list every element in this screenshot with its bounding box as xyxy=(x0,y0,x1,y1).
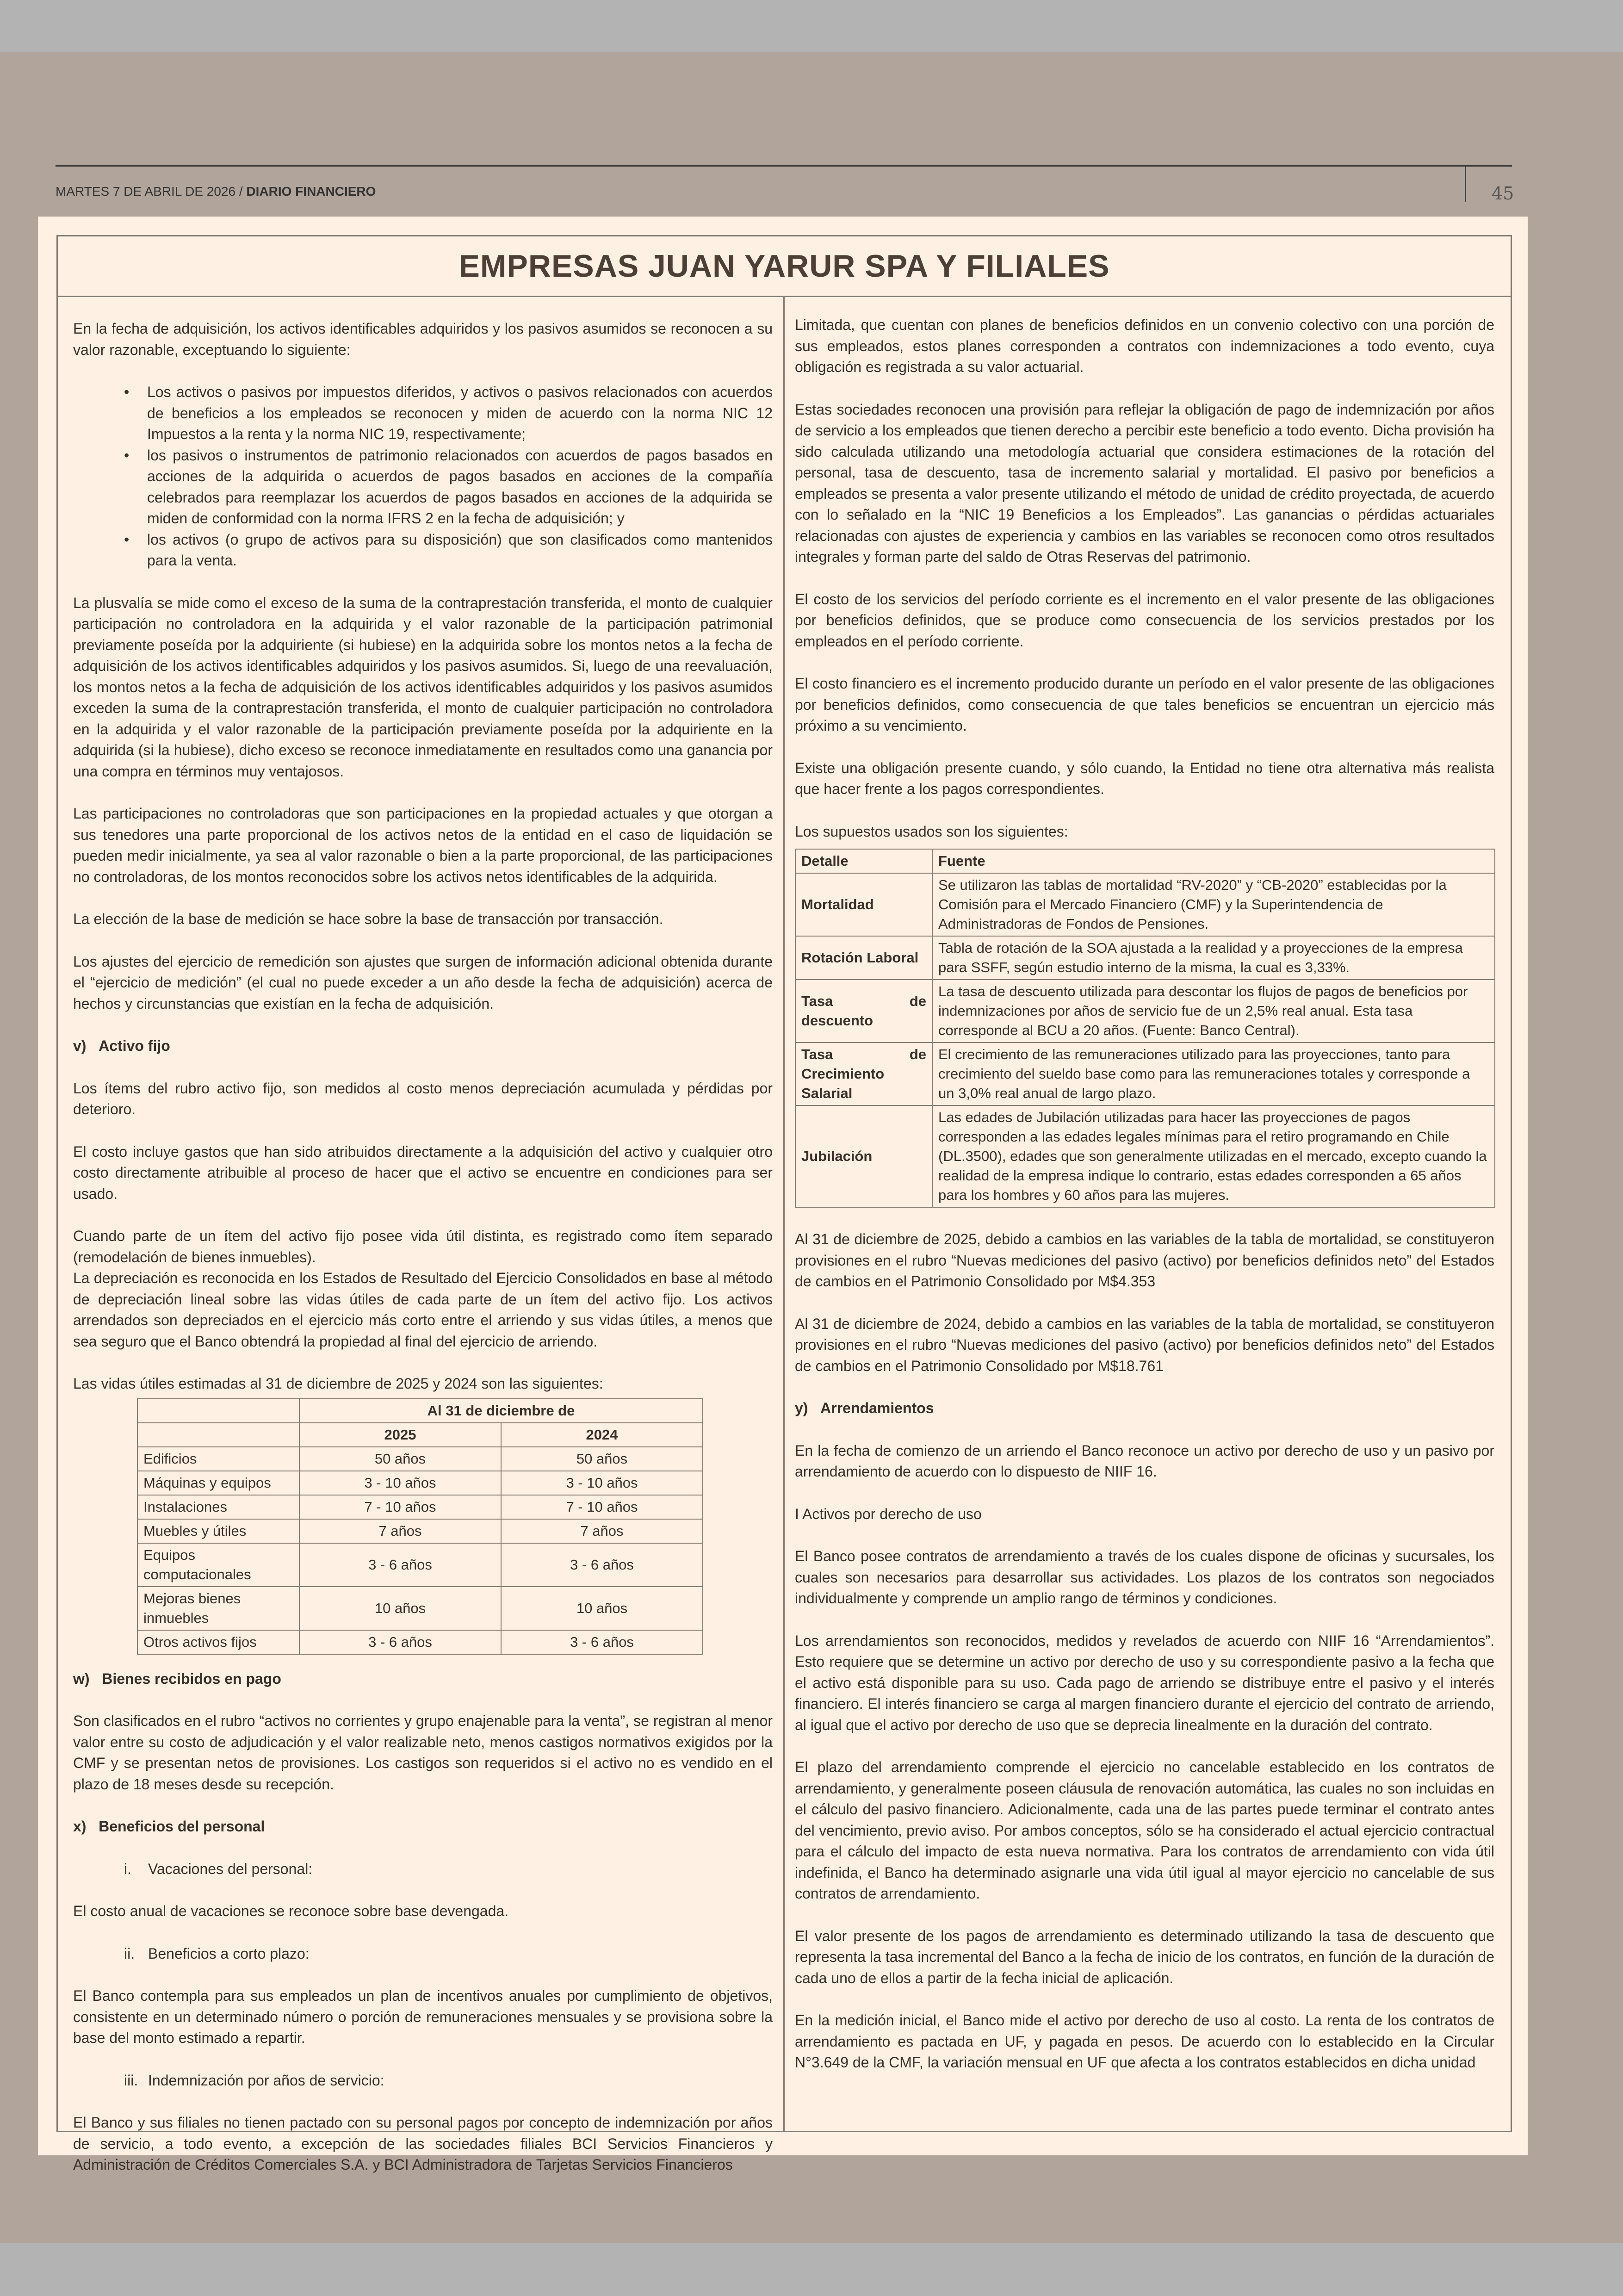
paragraph: Los arrendamientos son reconocidos, medidos y revelados de acuerdo con NIIF 16 “Arrendamientos”. Esto requiere que se determine un activo por derecho de uso y su correspondiente pasivo a la fecha que el activo está disponible para su uso. Cada pago de arriendo se distribuye entre el pasivo y el interés financiero. El interés financiero se carga al margen financiero durante el ejercicio del contrato de arriendo, al igual que el activo por derecho de uso que se deprecia linealmente en la duración del contrato. xyxy=(795,1632,1494,1733)
table-cell: 10 años xyxy=(501,1587,703,1630)
table-cell: Jubilación xyxy=(795,1105,932,1207)
table-year-header: 2025 xyxy=(299,1423,501,1447)
left-column xyxy=(73,318,773,2197)
paragraph: I Activos por derecho de uso xyxy=(795,1505,982,1522)
table-row xyxy=(795,936,1495,980)
table-row xyxy=(137,1543,703,1587)
header-newspaper: DIARIO FINANCIERO xyxy=(246,184,376,199)
subheading-label: Beneficios a corto plazo: xyxy=(148,1945,310,1962)
table-row xyxy=(795,1043,1495,1105)
table-cell: 7 - 10 años xyxy=(299,1495,501,1519)
exceptions-list xyxy=(73,382,773,571)
table-cell: Mortalidad xyxy=(795,873,932,936)
paragraph: En la fecha de adquisición, los activos identificables adquiridos y los pasivos asumidos se reconocen a su valor razonable, exceptuando lo siguiente: xyxy=(73,320,773,358)
table-cell: Mejoras bienes inmuebles xyxy=(137,1587,299,1630)
header-date: MARTES 7 DE ABRIL DE 2026 / xyxy=(56,184,243,199)
table-cell: Tasa de descuento xyxy=(795,980,932,1043)
table-cell: Muebles y útiles xyxy=(137,1519,299,1543)
table-row xyxy=(795,873,1495,936)
paragraph: En la medición inicial, el Banco mide el activo por derecho de uso al costo. La renta de los contratos de arrendamiento es pactada en UF, y pagada en pesos. De acuerdo con lo establecido en la Circular N°3.649 de la CMF, la variación mensual en UF que afecta a los contratos establecidos en dicha unidad xyxy=(795,2012,1494,2071)
table-cell: Otros activos fijos xyxy=(137,1630,299,1654)
table-row xyxy=(795,1105,1495,1207)
table-year-header: 2024 xyxy=(501,1423,703,1447)
assumptions-table xyxy=(795,849,1495,1208)
paragraph: Limitada, que cuentan con planes de beneficios definidos en un convenio colectivo con una porción de sus empleados, estos planes corresponden a contratos con indemnizaciones a todo evento, cuya obligación es registrada a su valor actuarial. xyxy=(795,316,1494,375)
subheading-label: Indemnización por años de servicio: xyxy=(148,2072,384,2089)
paragraph: Los supuestos usados son los siguientes: xyxy=(795,823,1068,840)
page-number: 45 xyxy=(1492,183,1514,204)
subheading-label: Vacaciones del personal: xyxy=(148,1860,313,1877)
paragraph: Estas sociedades reconocen una provisión para reflejar la obligación de pago de indemnización por años de servicio a los empleados que tienen derecho a percibir este beneficio a todo evento. Dicha provisión ha sido calculada utilizando una metodología actuarial que considera estimaciones de la rotación del personal, tasa de descuento, tasa de incremento salarial y mortalidad. El pasivo por beneficios a empleados se presenta a valor presente utilizando el método de unidad de crédito proyectada, de acuerdo con lo señalado en la “NIC 19 Beneficios a los Empleados”. Las ganancias o pérdidas actuariales relacionadas con ajustes de experiencia y cambios en las variables se reconocen como otros resultados integrales y forman parte del saldo de Otras Reservas del patrimonio. xyxy=(795,401,1494,565)
table-cell: 3 - 6 años xyxy=(299,1543,501,1587)
header-rule xyxy=(56,165,1512,167)
paragraph: La plusvalía se mide como el exceso de la suma de la contraprestación transferida, el monto de cualquier participación no controladora en la adquirida y el valor razonable de la participación patrimonial previamente poseída por la adquiriente (si hubiese) en la adquirida sobre los montos netos a la fecha de adquisición de los activos identificables adquiridos y los pasivos asumidos. Si, luego de una reevaluación, los montos netos a la fecha de adquisición de los activos identificables adquiridos y los pasivos asumidos exceden la suma de la contraprestación transferida, el monto de cualquier participación no controladora en la adquirida y el valor razonable de la participación previamente poseída por la adquiriente en la adquirida (si la hubiese), dicho exceso se reconoce inmediatamente en resultados como una ganancia por una compra en términos muy ventajosos. xyxy=(73,594,773,780)
paragraph: Al 31 de diciembre de 2024, debido a cambios en las variables de la tabla de mortalidad, se constituyeron provisiones en el rubro “Nuevas mediciones del pasivo (activo) por beneficios definidos neto” del Estados de cambios en el Patrimonio Consolidado por M$18.761 xyxy=(795,1315,1494,1374)
paragraph: En la fecha de comienzo de un arriendo el Banco reconoce un activo por derecho de uso y un pasivo por arrendamiento de acuerdo con lo dispuesto de NIIF 16. xyxy=(795,1442,1494,1480)
column-divider xyxy=(783,297,785,2132)
table-cell: 10 años xyxy=(299,1587,501,1630)
paragraph: El Banco y sus filiales no tienen pactado con su personal pagos por concepto de indemnización por años de servicio, a todo evento, a excepción de las sociedades filiales BCI Servicios Financieros y Administración de Créditos Comerciales S.A. y BCI Administradora de Tarjetas Servicios Financieros xyxy=(73,2114,773,2173)
paragraph: El costo anual de vacaciones se reconoce sobre base devengada. xyxy=(73,1903,509,1919)
section-heading-x: x) Beneficios del personal xyxy=(73,1818,265,1835)
table-cell: 7 años xyxy=(501,1519,703,1543)
table-cell: 3 - 10 años xyxy=(501,1471,703,1495)
section-heading-w: w) Bienes recibidos en pago xyxy=(73,1670,281,1687)
paragraph: Al 31 de diciembre de 2025, debido a cambios en las variables de la tabla de mortalidad, se constituyeron provisiones en el rubro “Nuevas mediciones del pasivo (activo) por beneficios definidos neto” del Estados de cambios en el Patrimonio Consolidado por M$4.353 xyxy=(795,1231,1494,1290)
table-header-row xyxy=(137,1423,703,1447)
table-cell: Tabla de rotación de la SOA ajustada a la realidad y a proyecciones de la empresa para SSFF, según estudio interno de la misma, la cual es 3,33%. xyxy=(932,936,1495,980)
table-cell: Edificios xyxy=(137,1447,299,1471)
table-cell: 50 años xyxy=(299,1447,501,1471)
table-header-row xyxy=(137,1399,703,1423)
list-item: • los activos (o grupo de activos para su disposición) que son clasificados como mantenidos para la venta. xyxy=(147,529,773,571)
table-header-detail: Detalle xyxy=(795,849,932,873)
table-row xyxy=(137,1447,703,1471)
table-cell: 3 - 6 años xyxy=(501,1630,703,1654)
table-cell: Máquinas y equipos xyxy=(137,1471,299,1495)
paragraph: Los ítems del rubro activo fijo, son medidos al costo menos depreciación acumulada y pérdidas por deterioro. xyxy=(73,1080,773,1117)
paragraph: El costo financiero es el incremento producido durante un período en el valor presente de las obligaciones por beneficios definidos, como consecuencia de que tales beneficios se encuentran un ejercicio más próximo a su vencimiento. xyxy=(795,675,1494,734)
table-row xyxy=(137,1587,703,1630)
right-column xyxy=(795,315,1494,2095)
table-cell: Tasa de Crecimiento Salarial xyxy=(795,1043,932,1105)
table-row xyxy=(137,1630,703,1654)
subheading-number: iii. xyxy=(124,2072,138,2089)
paragraph: Las vidas útiles estimadas al 31 de diciembre de 2025 y 2024 son las siguientes: xyxy=(73,1375,603,1392)
table-row xyxy=(137,1519,703,1543)
paragraph: Existe una obligación presente cuando, y sólo cuando, la Entidad no tiene otra alternativa más realista que hacer frente a los pagos correspondientes. xyxy=(795,759,1494,797)
paragraph: El plazo del arrendamiento comprende el ejercicio no cancelable establecido en los contratos de arrendamiento, y generalmente poseen cláusula de renovación automática, las cuales no son incluidas en el cálculo del pasivo financiero. Adicionalmente, cada una de las partes puede terminar el contrato antes del vencimiento, previo aviso. Por ambos conceptos, sólo se ha considerado el actual ejercicio contractual para el cálculo del impacto de esta nueva normativa. Para los contratos de arrendamiento con vida útil indefinida, el Banco ha determinado asignarle una vida útil igual al mayor ejercicio no cancelable de sus contratos de arrendamiento. xyxy=(795,1759,1494,1902)
table-row xyxy=(137,1495,703,1519)
subheading-iii xyxy=(73,2070,773,2091)
notice-title: EMPRESAS JUAN YARUR SPA Y FILIALES xyxy=(56,235,1512,297)
section-heading-y: y) Arrendamientos xyxy=(795,1400,934,1416)
header-page-divider xyxy=(1465,165,1466,202)
paragraph: El costo incluye gastos que han sido atribuidos directamente a la adquisición del activo y cualquier otro costo directamente atribuible al proceso de hacer que el activo se encuentre en condiciones para ser usado. xyxy=(73,1143,773,1202)
table-header-source: Fuente xyxy=(932,849,1495,873)
paragraph: La depreciación es reconocida en los Estados de Resultado del Ejercicio Consolidados en base al método de depreciación lineal sobre las vidas útiles de cada parte de un ítem del activo fijo. Los activos arrendados son depreciados en el ejercicio más corto entre el arriendo y sus vidas útiles, a menos que sea seguro que el Banco obtendrá la propiedad al final del ejercicio de arriendo. xyxy=(73,1270,773,1350)
paragraph: El costo de los servicios del período corriente es el incremento en el valor presente de las obligaciones por beneficios definidos, que se produce como consecuencia de los servicios prestados por los empleados en el período corriente. xyxy=(795,590,1494,650)
table-corner-cell xyxy=(137,1399,299,1423)
list-item: • Los activos o pasivos por impuestos diferidos, y activos o pasivos relacionados con acuerdos de beneficios a los empleados se reconocen y miden de acuerdo con la norma NIC 12 Impuestos a la renta y la norma NIC 19, respectivamente; xyxy=(147,382,773,445)
table-cell: 50 años xyxy=(501,1447,703,1471)
paragraph: El valor presente de los pagos de arrendamiento es determinado utilizando la tasa de descuento que representa la tasa incremental del Banco a la fecha de inicio de los contratos, en función de la duración de cada uno de ellos a partir de la fecha inicial de aplicación. xyxy=(795,1927,1494,1986)
table-cell: La tasa de descuento utilizada para descontar los flujos de pagos de beneficios por indemnizaciones por años de servicio fue de un 2,5% real anual. Esta tasa corresponde al BCU a 20 años. (Fuente: Banco Central). xyxy=(932,980,1495,1043)
table-cell: El crecimiento de las remuneraciones utilizado para las proyecciones, tanto para crecimiento del sueldo base como para las remuneraciones totales y corresponde a un 3,0% real anual de largo plazo. xyxy=(932,1043,1495,1105)
header-dateline xyxy=(56,184,376,199)
table-cell: Instalaciones xyxy=(137,1495,299,1519)
subheading-ii xyxy=(73,1943,773,1965)
subheading-number: ii. xyxy=(124,1945,135,1962)
section-heading-v: v) Activo fijo xyxy=(73,1037,170,1054)
table-cell: Equipos computacionales xyxy=(137,1543,299,1587)
table-cell: 3 - 6 años xyxy=(299,1630,501,1654)
table-row xyxy=(795,980,1495,1043)
paragraph: La elección de la base de medición se hace sobre la base de transacción por transacción. xyxy=(73,911,663,927)
table-cell: Las edades de Jubilación utilizadas para hacer las proyecciones de pagos corresponden a las edades legales mínimas para el retiro programando en Chile (DL.3500), edades que son generalmente utilizadas en el mercado, excepto cuando la realidad de la empresa indique lo contrario, estas edades corresponden a 65 años para los hombres y 60 años para las mujeres. xyxy=(932,1105,1495,1207)
useful-lives-table xyxy=(137,1398,703,1655)
list-item: • los pasivos o instrumentos de patrimonio relacionados con acuerdos de pagos basados en acciones de la adquirida o acuerdos de pagos basados en acciones de la compañía celebrados para reemplazar los acuerdos de pagos basados en acciones de la adquirida se miden de conformidad con la norma IFRS 2 en la fecha de adquisición; y xyxy=(147,445,773,529)
paragraph: Son clasificados en el rubro “activos no corrientes y grupo enajenable para la venta”, se registran al menor valor entre su costo de adjudicación y el valor realizable neto, menos castigos normativos exigidos por la CMF y se presentan netos de provisiones. Los castigos son requeridos si el activo no es vendido en el plazo de 18 meses desde su recepción. xyxy=(73,1713,773,1793)
paragraph: El Banco posee contratos de arrendamiento a través de los cuales dispone de oficinas y sucursales, los cuales son necesarios para desarrollar sus actividades. Los plazos de los contratos son negociados individualmente y comprende un amplio rango de términos y condiciones. xyxy=(795,1548,1494,1607)
paragraph: Las participaciones no controladoras que son participaciones en la propiedad actuales y que otorgan a sus tenedores una parte proporcional de los activos netos de la entidad en el caso de liquidación se pueden medir inicialmente, ya sea al valor razonable o bien a la parte proporcional, de las participaciones no controladoras, de los montos reconocidos sobre los activos netos identificables de la adquirida. xyxy=(73,805,773,885)
table-cell: 7 - 10 años xyxy=(501,1495,703,1519)
paragraph: Cuando parte de un ítem del activo fijo posee vida útil distinta, es registrado como ítem separado (remodelación de bienes inmuebles). xyxy=(73,1228,773,1266)
subheading-i xyxy=(73,1859,773,1880)
paragraph: El Banco contempla para sus empleados un plan de incentivos anuales por cumplimiento de objetivos, consistente en un determinado número o porción de remuneraciones mensuales y se provisiona sobre la base del monto estimado a repartir. xyxy=(73,1987,773,2046)
table-group-header: Al 31 de diciembre de xyxy=(299,1399,703,1423)
table-cell: Se utilizaron las tablas de mortalidad “RV-2020” y “CB-2020” establecidas por la Comisión para el Mercado Financiero (CMF) y la Superintendencia de Administradoras de Fondos de Pensiones. xyxy=(932,873,1495,936)
table-row xyxy=(137,1471,703,1495)
table-cell: 7 años xyxy=(299,1519,501,1543)
table-header-row xyxy=(795,849,1495,873)
table-cell: 3 - 6 años xyxy=(501,1543,703,1587)
table-corner-cell xyxy=(137,1423,299,1447)
table-cell: 3 - 10 años xyxy=(299,1471,501,1495)
table-cell: Rotación Laboral xyxy=(795,936,932,980)
subheading-number: i. xyxy=(124,1860,131,1877)
paragraph: Los ajustes del ejercicio de remedición son ajustes que surgen de información adicional obtenida durante el “ejercicio de medición” (el cual no puede exceder a un año desde la fecha de adquisición) acerca de hechos y circunstancias que existían en la fecha de adquisición. xyxy=(73,953,773,1012)
